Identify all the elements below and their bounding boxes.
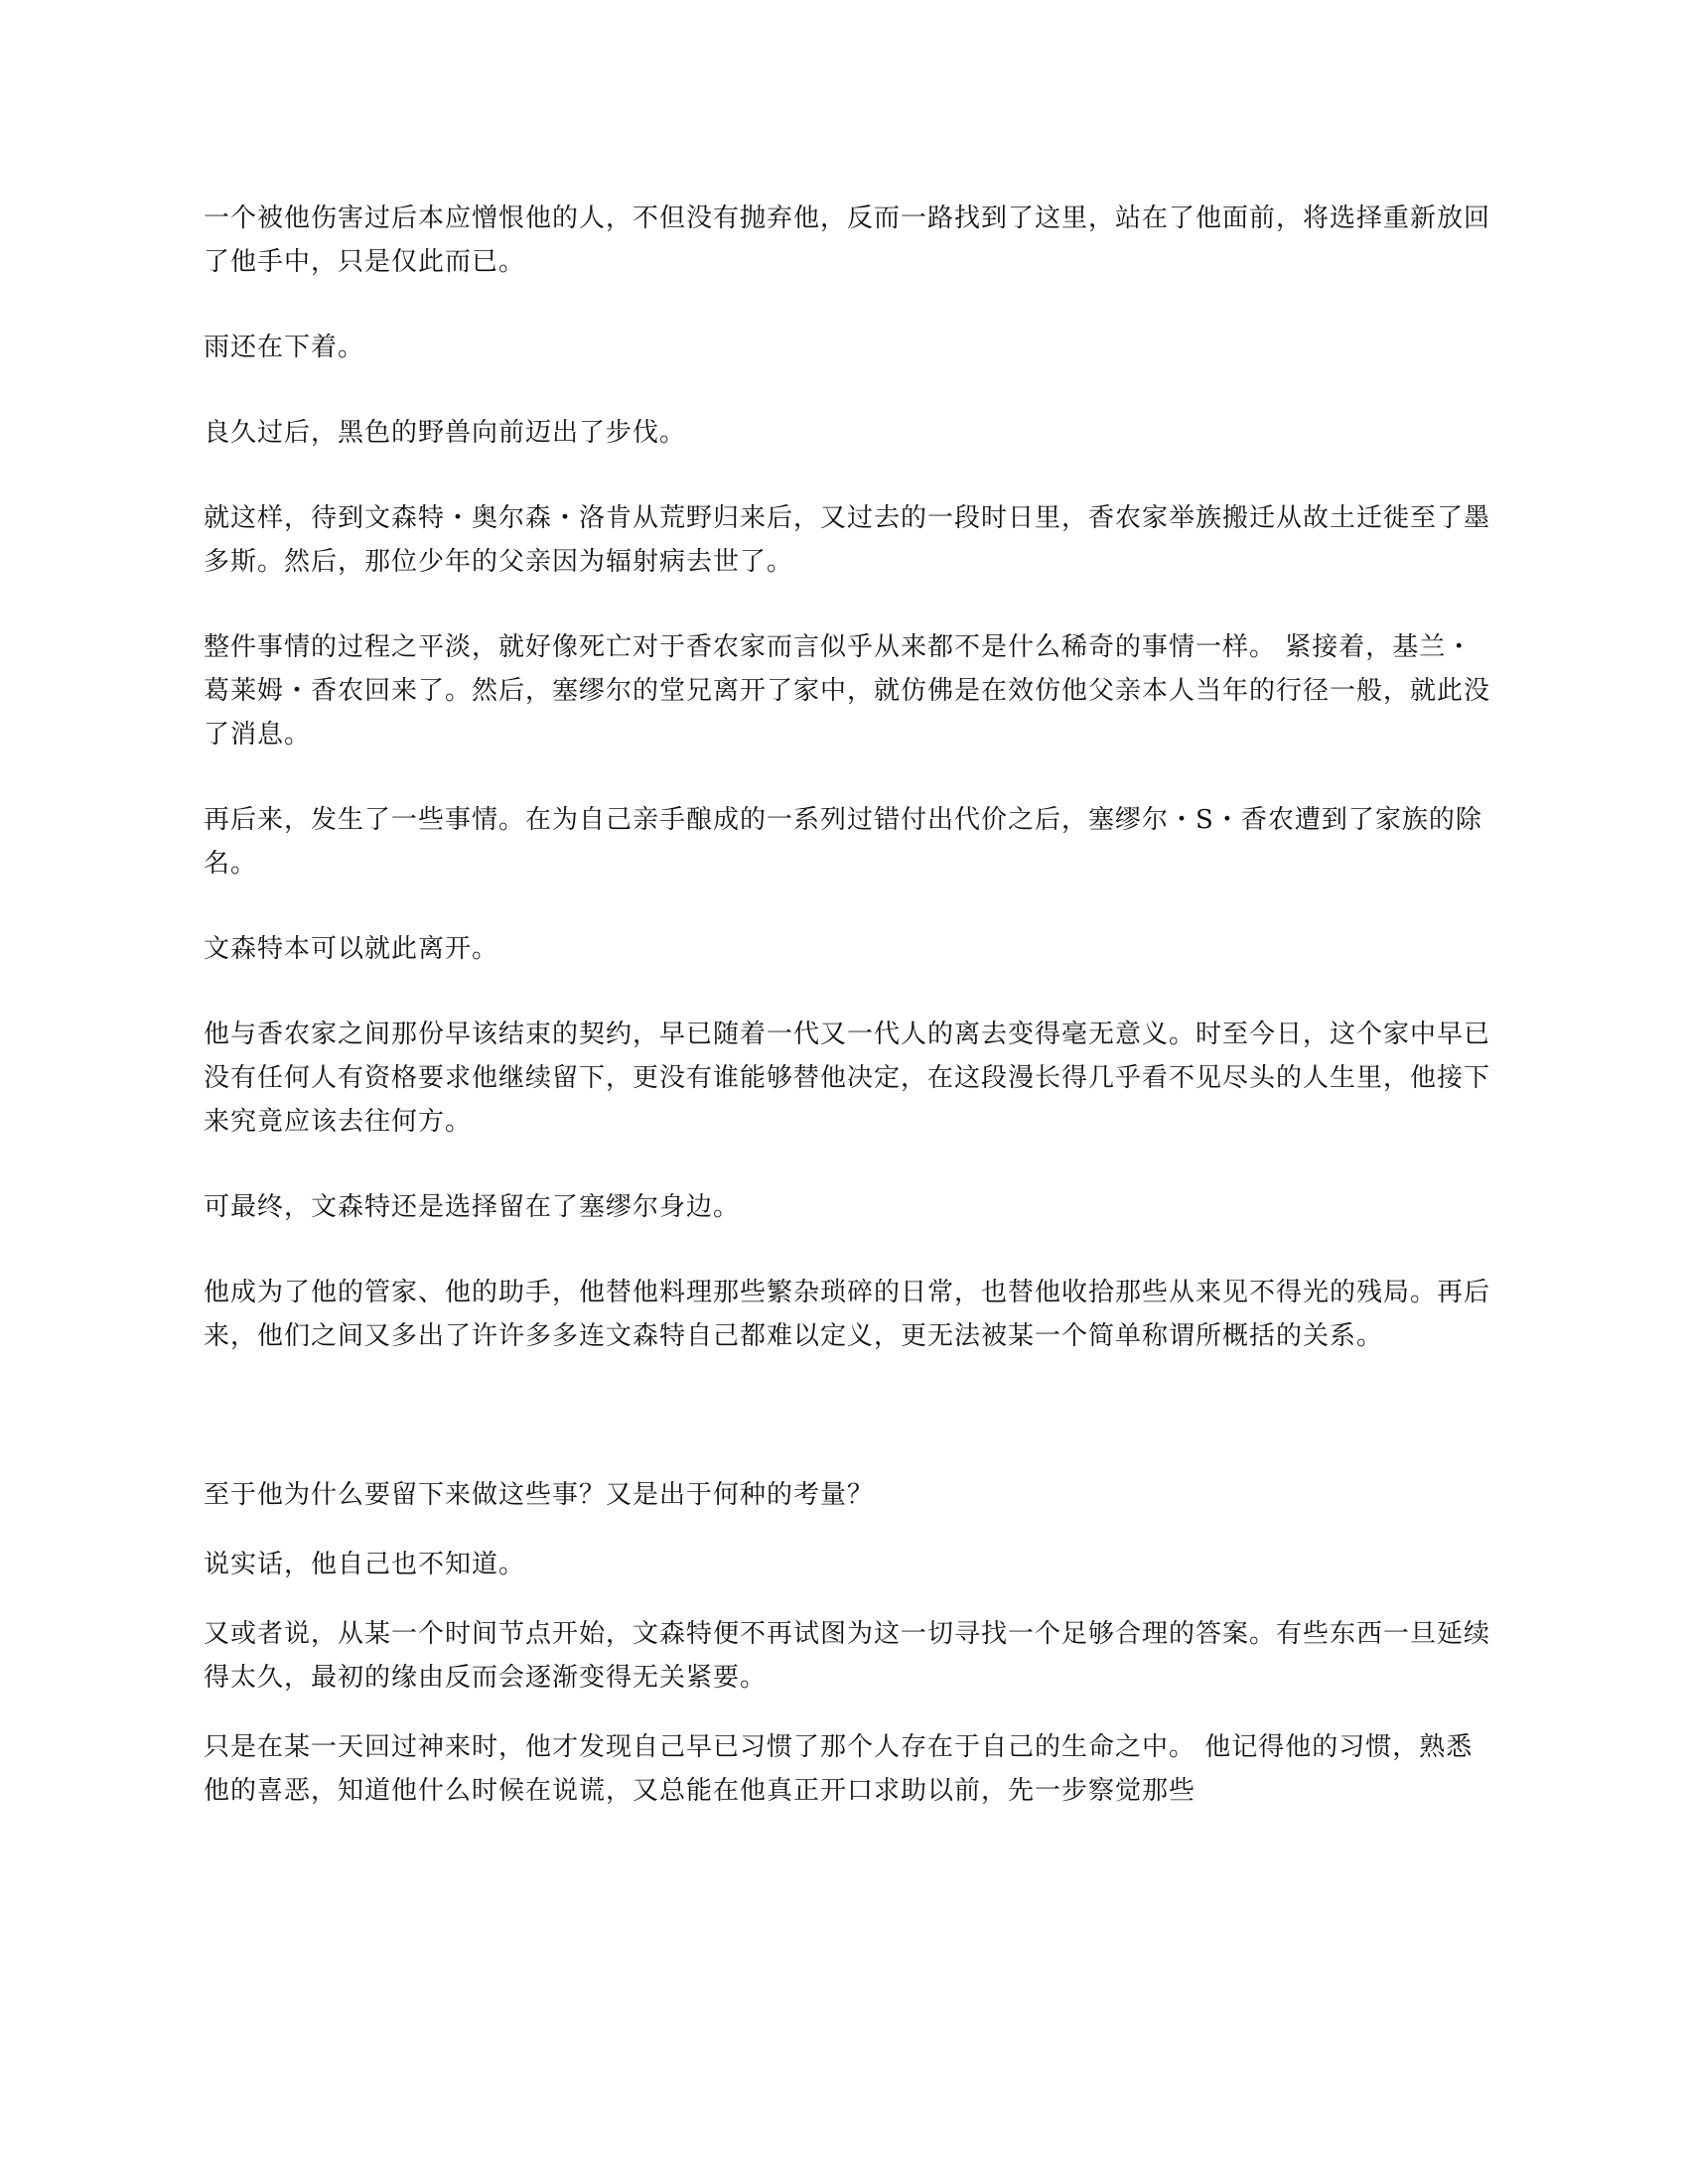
paragraph-9: 可最终，文森特还是选择留在了塞缪尔身边。 (204, 1192, 741, 1222)
paragraph-11: 至于他为什么要留下来做这些事？又是出于何种的考量？ (204, 1480, 875, 1510)
paragraph-10: 他成为了他的管家、他的助手，他替他料理那些繁杂琐碎的日常，也替他收拾那些从来见不得光的残局。再后来，他们之间又多出了许许多多连文森特自己都难以定义，更无法被某一个简单称谓所概括的关系。 (204, 1278, 1491, 1351)
document-body (204, 197, 1494, 1839)
section-gap (204, 1400, 1494, 1473)
paragraph-14: 只是在某一天回过神来时，他才发现自己早已习惯了那个人存在于自己的生命之中。 他记得他的习惯，熟悉他的喜恶，知道他什么时候在说谎，又总能在他真正开口求助以前，先一步察觉那些 (204, 1732, 1474, 1806)
paragraph-4: 就这样，待到文森特・奥尔森・洛肯从荒野归来后，又过去的一段时日里，香农家举族搬迁从故土迁徙至了墨多斯。然后，那位少年的父亲因为辐射病去世了。 (204, 503, 1491, 577)
paragraph-6: 再后来，发生了一些事情。在为自己亲手酿成的一系列过错付出代价之后，塞缪尔・S・香农遭到了家族的除名。 (204, 805, 1482, 879)
paragraph-12: 说实话，他自己也不知道。 (204, 1550, 526, 1579)
paragraph-1: 一个被他伤害过后本应憎恨他的人，不但没有抛弃他，反而一路找到了这里，站在了他面前，将选择重新放回了他手中，只是仅此而已。 (204, 204, 1491, 277)
paragraph-13: 又或者说，从某一个时间节点开始，文森特便不再试图为这一切寻找一个足够合理的答案。有些东西一旦延续得太久，最初的缘由反而会逐渐变得无关紧要。 (204, 1619, 1491, 1693)
paragraph-5: 整件事情的过程之平淡，就好像死亡对于香农家而言似乎从来都不是什么稀奇的事情一样。 紧接着，基兰・葛莱姆・香农回来了。然后，塞缪尔的堂兄离开了家中，就仿佛是在效仿他父亲本人当年的行径一般，就此没了消息。 (204, 632, 1491, 750)
paragraph-7: 文森特本可以就此离开。 (204, 934, 499, 964)
paragraph-8: 他与香农家之间那份早该结束的契约，早已随着一代又一代人的离去变得毫无意义。时至今日，这个家中早已没有任何人有资格要求他继续留下，更没有谁能够替他决定，在这段漫长得几乎看不见尽头的人生里，他接下来究竟应该去往何方。 (204, 1020, 1491, 1137)
paragraph-3: 良久过后，黑色的野兽向前迈出了步伐。 (204, 418, 687, 448)
paragraph-2: 雨还在下着。 (204, 333, 365, 362)
